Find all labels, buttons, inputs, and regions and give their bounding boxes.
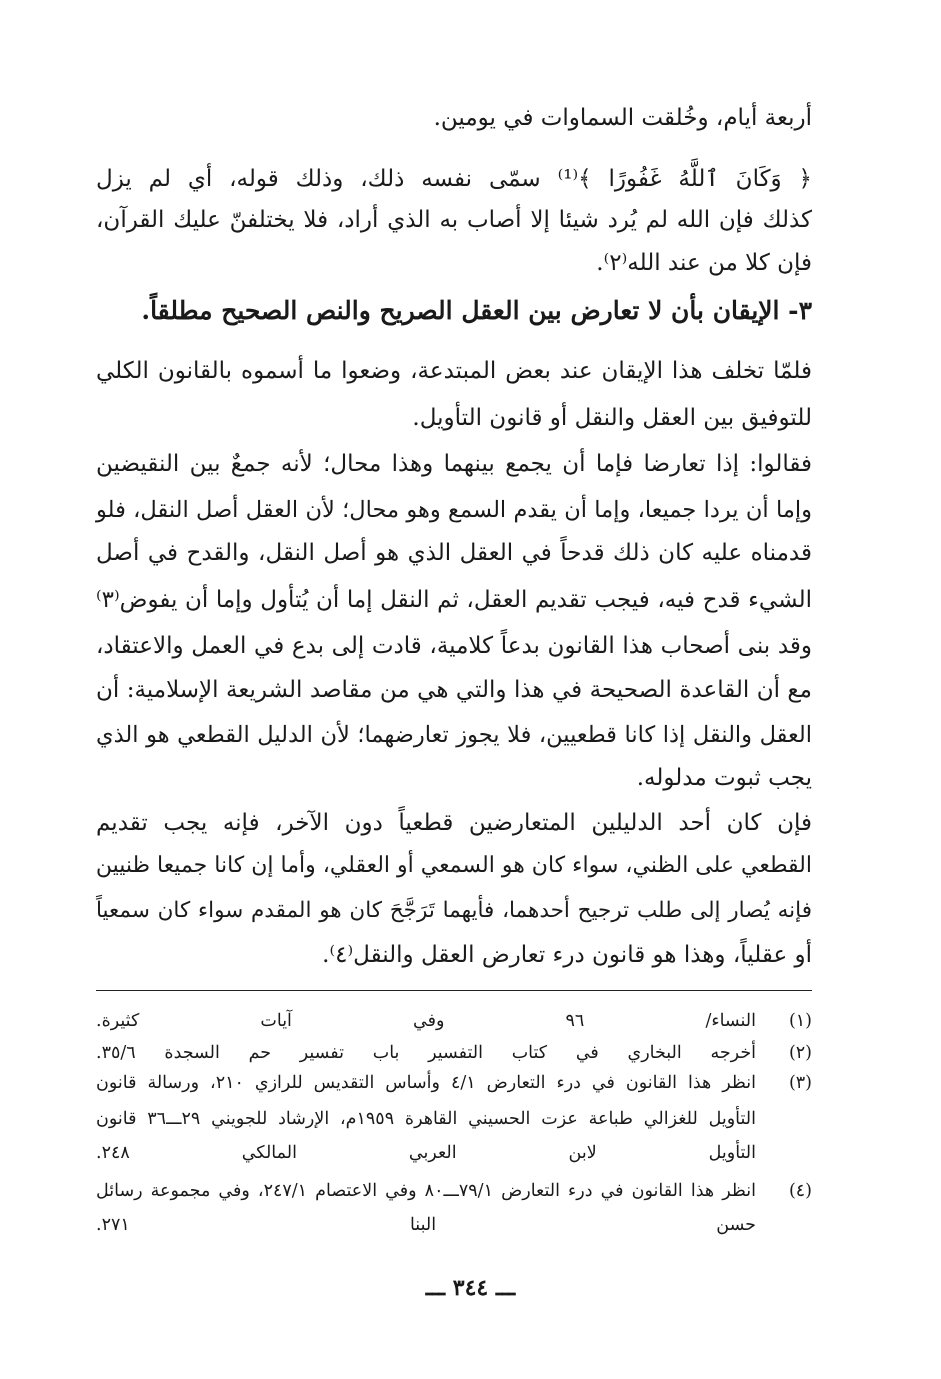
paragraph-line: فإن كان أحد الدليلين المتعارضين قطعياً دون الآخر، فإنه يجب تقديم	[96, 810, 812, 836]
paragraph-line: وقد بنى أصحاب هذا القانون بدعاً كلامية، قادت إلى بدع في العمل والاعتقاد،	[96, 633, 812, 659]
footnote-line: أخرجه البخاري في كتاب التفسير باب تفسير حم السجدة ٣٥/٦.	[96, 1043, 756, 1063]
paragraph-line: فإن كلا من عند الله⁽٢⁾.	[596, 250, 812, 276]
page-number: ـــ ٣٤٤ ـــ	[425, 1275, 516, 1301]
paragraph-line: الشيء قدح فيه، فيجب تقديم العقل، ثم النقل إما أن يُتأول وإما أن يفوض⁽٣⁾	[96, 587, 812, 613]
section-heading: ٣- الإيقان بأن لا تعارض بين العقل الصريح والنص الصحيح مطلقاً.	[141, 296, 812, 325]
paragraph-line: أو عقلياً، وهذا هو قانون درء تعارض العقل والنقل⁽٤⁾.	[322, 942, 812, 968]
footnote-number: (٣)	[788, 1073, 812, 1093]
paragraph-line: مع أن القاعدة الصحيحة في هذا والتي هي من مقاصد الشريعة الإسلامية: أن	[96, 677, 812, 703]
footnote-line: حسن البنا ٢٧١.	[96, 1215, 756, 1235]
footnote-line: التأويل لابن العربي المالكي ٢٤٨.	[96, 1143, 756, 1163]
paragraph-line: فلمّا تخلف هذا الإيقان عند بعض المبتدعة، وضعوا ما أسموه بالقانون الكلي	[96, 358, 812, 384]
paragraph-line: يجب ثبوت مدلوله.	[636, 765, 812, 791]
paragraph-line: فإنه يُصار إلى طلب ترجيح أحدهما، فأيهما تَرَجَّحَ كان هو المقدم سواء كان سمعياً	[96, 898, 812, 923]
footnote-line: انظر هذا القانون في درء التعارض ٧٩/١ـــ٨٠ وفي الاعتصام ٢٤٧/١، وفي مجموعة رسائل	[96, 1181, 756, 1201]
footnote-line: التأويل للغزالي طباعة عزت الحسيني القاهرة ١٩٥٩م، الإرشاد للجويني ٢٩ـــ٣٦ قانون	[96, 1109, 756, 1129]
footnote-separator	[96, 990, 812, 991]
paragraph-line: القطعي على الظني، سواء كان هو السمعي أو العقلي، وأما إن كانا جميعا ظنيين	[95, 853, 812, 878]
paragraph-line: كذلك فإن الله لم يُرد شيئا إلا أصاب به الذي أراد، فلا يختلفنّ عليك القرآن،	[96, 207, 812, 233]
footnote-number: (٤)	[788, 1181, 812, 1201]
footnote-number: (٢)	[788, 1043, 812, 1063]
paragraph-line: ﴿ وَكَانَ ٱللَّهُ غَفُورًا ﴾⁽¹⁾ سمّى نفسه ذلك، وذلك قوله، أي لم يزل	[96, 166, 812, 192]
paragraph-line: فقالوا: إذا تعارضا فإما أن يجمع بينهما وهذا محال؛ لأنه جمعٌ بين النقيضين	[96, 451, 812, 477]
paragraph-line: أربعة أيام، وخُلقت السماوات في يومين.	[433, 105, 812, 131]
paragraph-line: للتوفيق بين العقل والنقل أو قانون التأويل.	[412, 405, 812, 431]
paragraph-line: قدمناه عليه كان ذلك قدحاً في العقل الذي هو أصل النقل، والقدح في أصل	[96, 540, 812, 566]
paragraph-line: العقل والنقل إذا كانا قطعيين، فلا يجوز تعارضهما؛ لأن الدليل القطعي هو الذي	[96, 722, 812, 748]
footnote-line: انظر هذا القانون في درء التعارض ٤/١ وأساس التقديس للرازي ٢١٠، ورسالة قانون	[96, 1073, 756, 1093]
footnote-line: النساء/ ٩٦ وفي آيات كثيرة.	[96, 1011, 756, 1031]
paragraph-line: وإما أن يردا جميعا، وإما أن يقدم السمع وهو محال؛ لأن العقل أصل النقل، فلو	[96, 497, 812, 523]
footnote-number: (١)	[788, 1011, 812, 1031]
